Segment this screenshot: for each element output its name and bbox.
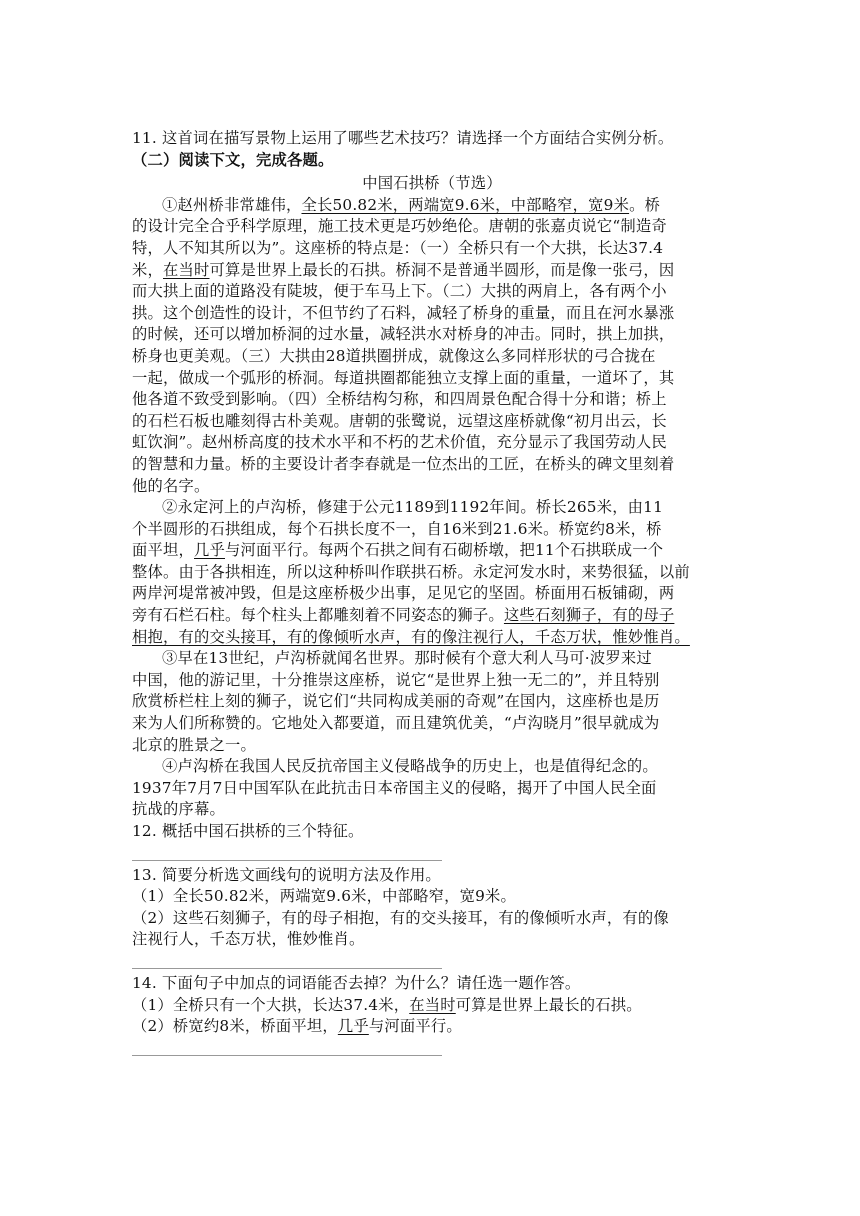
- answer-line[interactable]: [132, 968, 442, 969]
- answer-line[interactable]: [132, 860, 442, 861]
- paragraph-3: ③早在13世纪，卢沟桥就闻名世界。那时候有个意大利人马可·波罗来过 中国，他的游记里，十分推崇这座桥，说它“是世界上独一无二的”，并且特别 欣赏桥栏柱上刻的狮子，说它们“共同构成美丽的奇观”在国内，这座桥也是历 来为人们所称赞的。它地处入都要道，而且建筑优美，“卢沟晓月”很早就成为 北京的胜景之一。: [132, 649, 660, 754]
- question-13: 13. 简要分析选文画线句的说明方法及作用。: [132, 865, 441, 884]
- dotted-word-1: 在当时: [409, 995, 456, 1014]
- question-12: 12. 概括中国石拱桥的三个特征。: [132, 822, 364, 840]
- question-13-item-1: （1）全长50.82米，两端宽9.6米，中部略窄，宽9米。: [132, 887, 517, 906]
- paragraph-4: ④卢沟桥在我国人民反抗帝国主义侵略战争的历史上，也是值得纪念的。 1937年7月7日中国军队在此抗击日本帝国主义的侵略，揭开了中国人民全面 抗战的序幕。: [132, 757, 658, 819]
- underlined-sentence-2a: 这些石刻狮子，有的母子: [503, 606, 675, 625]
- answer-line[interactable]: [132, 1055, 442, 1056]
- question-14-item-1: （1）全桥只有一个大拱，长达37.4米，在当时可算是世界上最长的石拱。: [132, 995, 642, 1014]
- paragraph-1: ①赵州桥非常雄伟，全长50.82米，两端宽9.6米，中部略窄，宽9米。桥 的设计完全合乎科学原理，施工技术更是巧妙绝伦。唐朝的张嘉贞说它“制造奇 特，人不知其所以为”。这座桥的特点是：（一）全桥只有一个大拱，长达37.4 米，在当时可算是世界上最长的石拱。桥洞不是普通半圆形，而是像一张弓，因 而大拱上面的道路没有陡坡，便于车马上下。（二）大拱的两肩上，各有两个小 拱。这个创造性的设计，不但节约了石料，减轻了桥身的重量，而且在河水暴涨 的时候，还可以增加桥洞的过水量，减轻洪水对桥身的冲击。同时，拱上加拱， 桥身也更美观。（三）大拱由28道拱圈拼成，就像这么多同样形状的弓合拢在 一起，做成一个弧形的桥洞。每道拱圈都能独立支撑上面的重量，一道坏了，其 他各道不致受到影响。（四）全桥结构匀称，和四周景色配合得十分和谐；桥上 的石栏石板也雕刻得古朴美观。唐朝的张鹭说，远望这座桥就像“初月出云，长 虹饮涧”。赵州桥高度的技术水平和不朽的艺术价值，充分显示了我国劳动人民 的智慧和力量。桥的主要设计者李春就是一位杰出的工匠，在桥头的碑文里刻着 他的名字。: [132, 195, 675, 495]
- question-14: 14. 下面句子中加点的词语能否去掉？为什么？请任选一题作答。: [132, 973, 581, 992]
- dotted-word-2: 几乎: [337, 1017, 369, 1036]
- underlined-sentence-1: 全长50.82米，两端宽9.6米，中部略窄，宽9米: [301, 195, 630, 214]
- dotted-word-1: 在当时: [163, 260, 210, 279]
- article-title: 中国石拱桥（节选）: [362, 174, 502, 193]
- worksheet: 11. 这首词在描写景物上运用了哪些艺术技巧？请选择一个方面结合实例分析。 （二）阅读下文，完成各题。 中国石拱桥（节选） ①赵州桥非常雄伟，全长50.82米，两端宽9.6米，中部略窄，宽9米。桥 的设计完全合乎科学原理，施工技术更是巧妙绝伦。唐朝的张嘉贞说它“制造奇 特，人不知其所以为”。这座桥的特点是：（一）全桥只有一个大拱，长达37.4 米，在当时可算是世界上最长的石拱。桥洞不是普通半圆形，而是像一张弓，因 而大拱上面的道路没有陡坡，便于车马上下。（二）大拱的两肩上，各有两个小 拱。这个创造性的设计，不但节约了石料，减轻了桥身的重量，而且在河水暴涨 的时候，还可以增加桥洞的过水量，减轻洪水对桥身的冲击。同时，拱上加拱， 桥身也更美观。（三）大拱由28道拱圈拼成，就像这么多同样形状的弓合拢在 一起，做成一个弧形的桥洞。每道拱圈都能独立支撑上面的重量，一道坏了，其 他各道不致受到影响。（四）全桥结构匀称，和四周景色配合得十分和谐；桥上 的石栏石板也雕刻得古朴美观。唐朝的张鹭说，远望这座桥就像“初月出云，长 虹饮涧”。赵州桥高度的技术水平和不朽的艺术价值，充分显示了我国劳动人民 的智慧和力量。桥的主要设计者李春就是一位杰出的工匠，在桥头的碑文里刻着 他的名字。 ②永定河上的卢沟桥，修建于公元1189到1192年间。桥长265米，由11 个半圆形的石拱组成，每个石拱长度不一，自16米到21.6米。桥宽约8米，桥 面平坦，几乎与河面平行。每两个石拱之间有石砌桥墩，把11个石拱联成一个 整体。由于各拱相连，所以这种桥叫作联拱石桥。永定河发水时，来势很猛，以前 两岸河堤常被冲毁，但是这座桥极少出事，足见它的坚固。桥面用石板铺砌，两 旁有石栏石柱。每个柱头上都雕刻着不同姿态的狮子。这些石刻狮子，有的母子 相抱，有的交头接耳，有的像倾听水声，有的像注视行人，千态万状，惟妙惟肖。 ③早在13世纪，卢沟桥就闻名世界。那时候有个意大利人马可·波罗来过 中国，他的游记里，十分推崇这座桥，说它“是世界上独一无二的”，并且特别 欣赏桥栏柱上刻的狮子，说它们“共同构成美丽的奇观”在国内，这座桥也是历 来为人们所称赞的。它地处入都要道，而且建筑优美，“卢沟晓月”很早就成为 北京的胜景之一。 ④卢沟桥在我国人民反抗帝国主义侵略战争的历史上，也是值得纪念的。 1937年7月7日中国军队在此抗击日本帝国主义的侵略，揭开了中国人民全面 抗战的序幕。 12. 概括中国石拱桥的三个特征。 13. 简要分析选文画线句的说明方法及作用。 （1）全长50.82米，两端宽9.6米，中部略窄，宽9米。 （2）这些石刻狮子，有的母子相抱，有的交头接耳，有的像倾听水声，有的像 注视行人，千态万状，惟妙惟肖。 14. 下面句子中加点的词语能否去掉？为什么？请任选一题作答。 （1）全桥只有一个大拱，长达37.4米，在当时可算是世界上最长的石拱。 （2）桥宽约8米，桥面平坦，几乎与河面平行。: [132, 128, 732, 1060]
- underlined-sentence-2b: 相抱，有的交头接耳，有的像倾听水声，有的像注视行人，千态万状，惟妙惟肖。: [132, 627, 690, 646]
- question-11: 11. 这首词在描写景物上运用了哪些艺术技巧？请选择一个方面结合实例分析。: [132, 129, 674, 147]
- paragraph-2: ②永定河上的卢沟桥，修建于公元1189到1192年间。桥长265米，由11 个半圆形的石拱组成，每个石拱长度不一，自16米到21.6米。桥宽约8米，桥 面平坦，几乎与河面平行。每两个石拱之间有石砌桥墩，把11个石拱联成一个 整体。由于各拱相连，所以这种桥叫作联拱石桥。永定河发水时，来势很猛，以前 两岸河堤常被冲毁，但是这座桥极少出事，足见它的坚固。桥面用石板铺砌，两 旁有石栏石柱。每个柱头上都雕刻着不同姿态的狮子。这些石刻狮子，有的母子 相抱，有的交头接耳，有的像倾听水声，有的像注视行人，千态万状，惟妙惟肖。: [132, 498, 690, 646]
- question-13-item-2: （2）这些石刻狮子，有的母子相抱，有的交头接耳，有的像倾听水声，有的像: [132, 908, 669, 927]
- dotted-word-2: 几乎: [194, 541, 225, 560]
- question-14-item-2: （2）桥宽约8米，桥面平坦，几乎与河面平行。: [132, 1017, 462, 1036]
- section-heading: （二）阅读下文，完成各题。: [132, 150, 334, 169]
